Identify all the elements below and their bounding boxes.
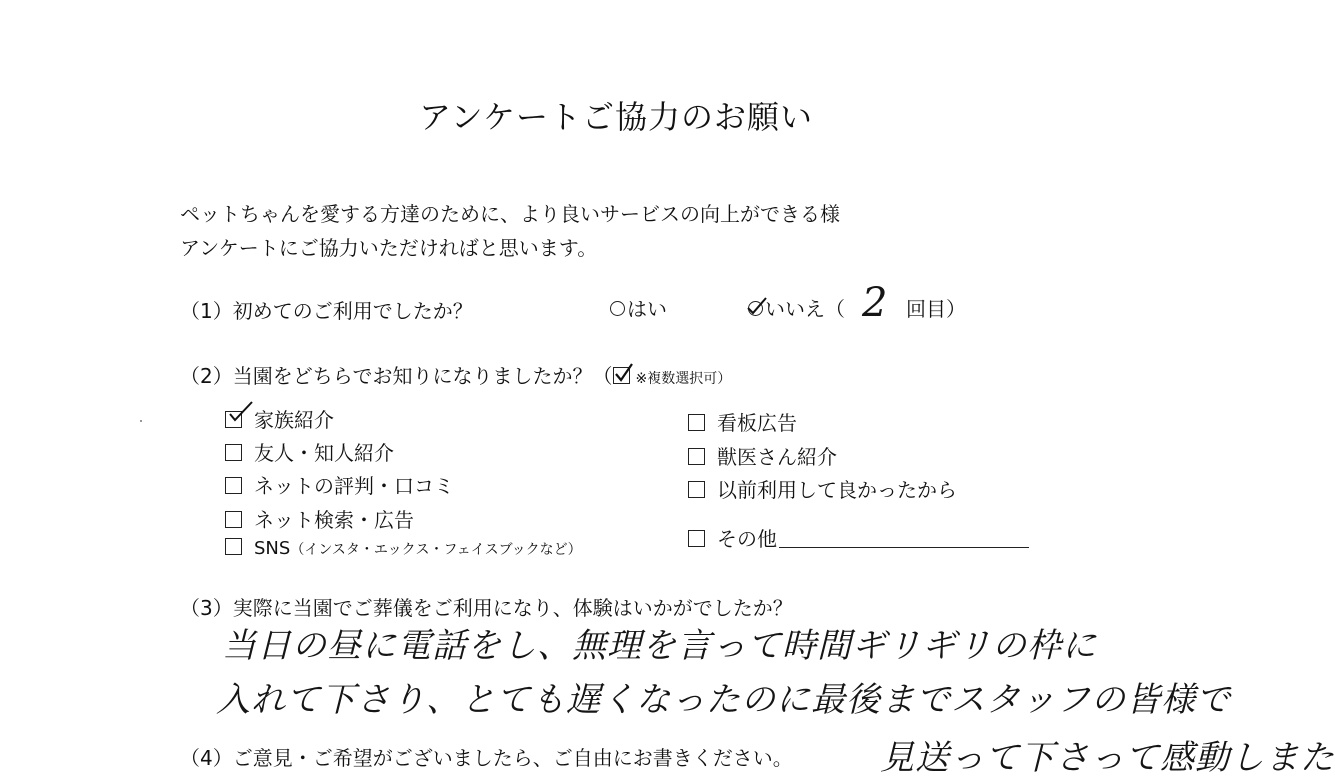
question-4-label: （4）ご意見・ご希望がございましたら、ご自由にお書きください。: [180, 746, 793, 770]
q2-option-family[interactable]: [225, 404, 334, 433]
option-label: その他: [717, 527, 777, 551]
q3-handwritten-line-1: 当日の昼に電話をし、無理を言って時間ギリギリの枠に: [222, 626, 1097, 666]
checkmark-icon: [746, 296, 768, 316]
radio-circle-icon[interactable]: [748, 301, 763, 316]
checkbox[interactable]: [688, 414, 705, 431]
q2-option-friend[interactable]: [225, 437, 394, 466]
option-sublabel: （インスタ・エックス・フェイスブックなど）: [290, 542, 582, 558]
q2-option-search[interactable]: [225, 504, 414, 533]
q2-label-text: （2）当園をどちらでお知りになりましたか？（: [180, 364, 613, 388]
checkbox[interactable]: [225, 538, 242, 555]
q1-option-yes[interactable]: [610, 293, 667, 322]
other-blank-line[interactable]: [779, 531, 1029, 548]
checkbox[interactable]: [688, 530, 705, 547]
q2-option-signboard[interactable]: [688, 407, 797, 436]
option-label: 獣医さん紹介: [717, 445, 837, 469]
checkbox[interactable]: [225, 444, 242, 461]
checkbox[interactable]: [225, 477, 242, 494]
checkbox[interactable]: [225, 511, 242, 528]
q2-option-sns[interactable]: [225, 538, 582, 559]
q2-option-previous[interactable]: [688, 474, 957, 503]
question-3-label: （3）実際に当園でご葬儀をご利用になり、体験はいかがでしたか？: [180, 596, 793, 620]
checkmark-icon: [224, 400, 254, 424]
radio-circle-icon[interactable]: [610, 301, 625, 316]
option-label: ネットの評判・口コミ: [254, 474, 454, 498]
q2-option-other[interactable]: [688, 523, 1029, 552]
checkbox[interactable]: [688, 481, 705, 498]
q2-note: ※複数選択可）: [635, 371, 732, 387]
option-label: 以前利用して良かったから: [717, 478, 957, 502]
question-1-label: （1）初めてのご利用でしたか？: [180, 299, 473, 323]
intro-line-2: アンケートにご協力いただければと思います。: [180, 236, 598, 260]
checked-box-icon: [613, 367, 630, 384]
option-label: ネット検索・広告: [254, 508, 414, 532]
option-label: 家族紹介: [254, 408, 334, 432]
q1-visit-count: 2: [862, 280, 889, 326]
q1-no-label: いいえ（: [765, 297, 845, 321]
q1-option-no[interactable]: [748, 293, 845, 322]
option-label: 友人・知人紹介: [254, 441, 394, 465]
q2-option-reviews[interactable]: [225, 470, 454, 499]
question-2-label: [180, 360, 731, 389]
scan-speck: [140, 420, 142, 422]
q2-option-vet[interactable]: [688, 441, 837, 470]
page-title: アンケートご協力のお願い: [418, 98, 814, 136]
option-label: 看板広告: [717, 411, 797, 435]
intro-line-1: ペットちゃんを愛する方達のために、より良いサービスの向上ができる様: [180, 202, 840, 226]
q3-handwritten-line-2: 入れて下さり、とても遅くなったのに最後までスタッフの皆様で: [216, 680, 1231, 720]
checkbox[interactable]: [688, 448, 705, 465]
q1-yes-label: はい: [627, 297, 667, 321]
q1-visit-suffix: 回目）: [906, 297, 966, 321]
q3-handwritten-line-3: 見送って下さって感動しまた: [880, 738, 1335, 778]
option-label: SNS: [254, 538, 291, 559]
checkbox[interactable]: [225, 411, 242, 428]
